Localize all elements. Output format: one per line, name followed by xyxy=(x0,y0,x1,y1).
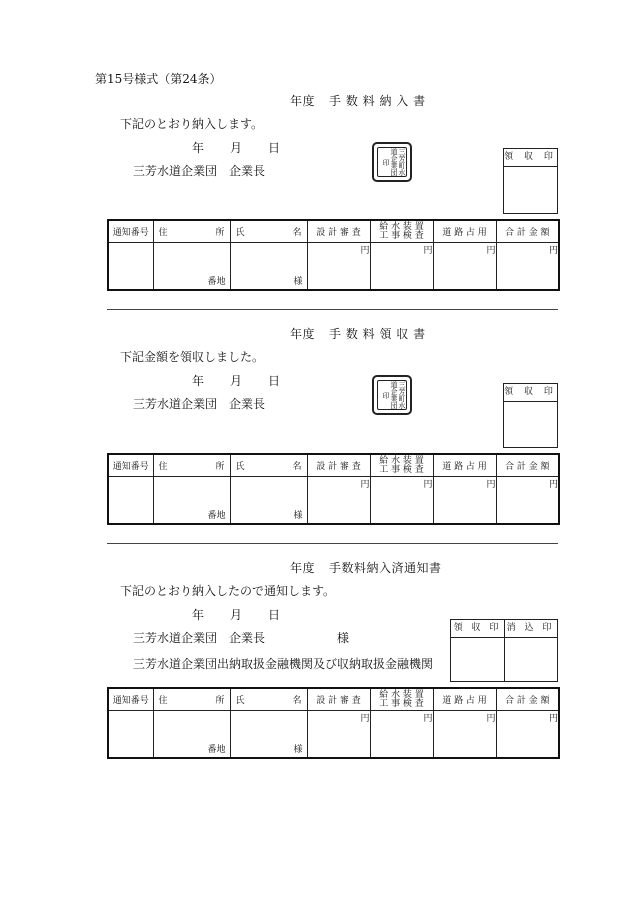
col-water-supply: 給 水 装 置 工 事 検 査 xyxy=(370,454,433,477)
cancel-stamp-label: 消 込 印 xyxy=(506,623,555,633)
stamp-boxes xyxy=(450,619,558,682)
cell-road-occupancy: 円 xyxy=(433,243,496,291)
section-description: 下記のとおり納入したので通知します。 xyxy=(120,584,336,598)
col-notice-no: 通知番号 xyxy=(108,688,153,711)
col-name: 氏 名 xyxy=(230,220,307,243)
cell-address: 番地 xyxy=(153,243,230,291)
cell-name: 様 xyxy=(230,477,307,525)
issuer: 三芳水道企業団 企業長 xyxy=(133,164,266,178)
date-line: 年 月 日 xyxy=(192,141,281,155)
cell-road-occupancy: 円 xyxy=(433,477,496,525)
col-notice-no: 通知番号 xyxy=(108,454,153,477)
cell-address: 番地 xyxy=(153,711,230,759)
cell-design-review: 円 xyxy=(307,243,370,291)
cell-total: 円 xyxy=(496,477,559,525)
section-title: 年度 手 数 料 納 入 書 xyxy=(290,94,426,108)
section-description: 下記金額を領収しました。 xyxy=(120,350,265,364)
date-line: 年 月 日 xyxy=(192,374,281,388)
cell-notice-no xyxy=(108,477,153,525)
official-seal: 三芳町水道企業団印 xyxy=(372,375,412,415)
section-payment-slip xyxy=(0,92,630,332)
official-seal: 三芳町水道企業団印 xyxy=(372,142,412,182)
section-payment-notice xyxy=(0,559,630,799)
receipt-stamp-box xyxy=(503,148,558,214)
col-address: 住 所 xyxy=(153,688,230,711)
receipt-stamp-label: 領 収 印 xyxy=(504,384,557,402)
col-water-supply: 給 水 装 置 工 事 検 査 xyxy=(370,688,433,711)
cell-water-supply: 円 xyxy=(370,711,433,759)
col-name: 氏 名 xyxy=(230,688,307,711)
receipt-stamp-label: 領 収 印 xyxy=(453,623,502,633)
cell-total: 円 xyxy=(496,711,559,759)
issuer: 三芳水道企業団 企業長 様 xyxy=(133,631,350,645)
cell-design-review: 円 xyxy=(307,477,370,525)
col-address: 住 所 xyxy=(153,220,230,243)
fee-table xyxy=(107,453,560,525)
cell-road-occupancy: 円 xyxy=(433,711,496,759)
date-line: 年 月 日 xyxy=(192,608,281,622)
fee-table xyxy=(107,219,560,291)
section-title: 年度 手 数 料 領 収 書 xyxy=(290,327,426,341)
cell-notice-no xyxy=(108,711,153,759)
col-design-review: 設 計 審 査 xyxy=(307,220,370,243)
col-design-review: 設 計 審 査 xyxy=(307,688,370,711)
cell-name: 様 xyxy=(230,243,307,291)
cell-name: 様 xyxy=(230,711,307,759)
col-water-supply: 給 水 装 置 工 事 検 査 xyxy=(370,220,433,243)
col-notice-no: 通知番号 xyxy=(108,220,153,243)
section-title: 年度 手数料納入済通知書 xyxy=(290,561,442,575)
col-road-occupancy: 道 路 占 用 xyxy=(433,454,496,477)
col-name: 氏 名 xyxy=(230,454,307,477)
cell-address: 番地 xyxy=(153,477,230,525)
col-road-occupancy: 道 路 占 用 xyxy=(433,688,496,711)
fee-table xyxy=(107,687,560,759)
issuer: 三芳水道企業団 企業長 xyxy=(133,397,266,411)
cell-total: 円 xyxy=(496,243,559,291)
col-total: 合 計 金 額 xyxy=(496,688,559,711)
cell-water-supply: 円 xyxy=(370,477,433,525)
cell-water-supply: 円 xyxy=(370,243,433,291)
cell-design-review: 円 xyxy=(307,711,370,759)
divider xyxy=(107,543,558,544)
form-number: 第15号様式（第24条） xyxy=(95,72,222,86)
financial-institutions: 三芳水道企業団出納取扱金融機関及び収納取扱金融機関 xyxy=(133,657,434,671)
cell-notice-no xyxy=(108,243,153,291)
col-total: 合 計 金 額 xyxy=(496,454,559,477)
receipt-stamp-box xyxy=(503,383,558,448)
col-address: 住 所 xyxy=(153,454,230,477)
col-total: 合 計 金 額 xyxy=(496,220,559,243)
receipt-stamp-label: 領 収 印 xyxy=(504,149,557,167)
col-design-review: 設 計 審 査 xyxy=(307,454,370,477)
divider xyxy=(107,309,558,310)
col-road-occupancy: 道 路 占 用 xyxy=(433,220,496,243)
section-description: 下記のとおり納入します。 xyxy=(120,117,264,131)
section-receipt xyxy=(0,325,630,565)
